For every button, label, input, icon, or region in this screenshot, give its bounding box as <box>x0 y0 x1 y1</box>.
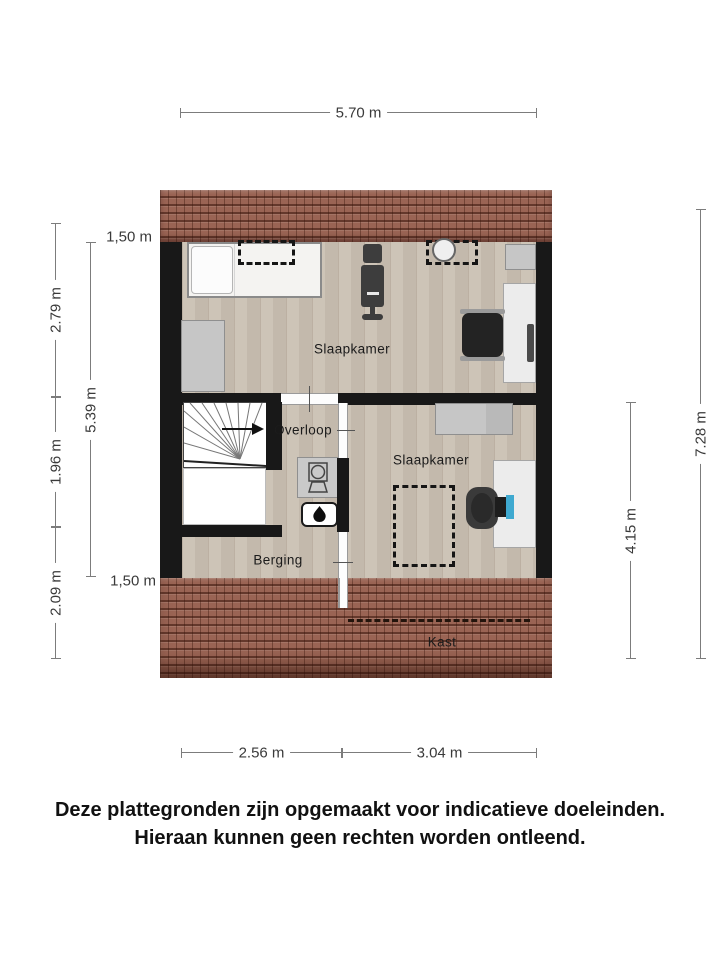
cabinet-bedroom2-shade <box>486 404 512 434</box>
staircase <box>183 402 267 468</box>
dimension-top-width-label: 5.70 m <box>330 105 388 122</box>
roof-strip-bottom <box>160 578 552 678</box>
boiler-unit <box>301 502 338 527</box>
disclaimer-line2: Hieraan kunnen geen rechten worden ontleend. <box>134 827 586 849</box>
stair-void <box>183 468 266 525</box>
cabinet-bedroom2 <box>435 403 513 435</box>
dimension-top-width <box>180 104 537 122</box>
dimension-left-inner <box>82 242 100 577</box>
dormer-outline-bedroom2 <box>393 485 455 567</box>
room-label-kast: Kast <box>427 634 457 650</box>
dimension-left-middle <box>47 397 65 527</box>
dimension-right-full-label: 7.28 m <box>693 404 710 464</box>
stairwell-wall-bottom <box>182 525 282 537</box>
dimension-bottom-left-label: 2.56 m <box>233 745 291 762</box>
mirror-top <box>363 244 382 263</box>
dimension-left-top-label: 2.79 m <box>48 280 65 340</box>
flame-icon <box>303 504 336 525</box>
wall-gap-roof <box>339 578 348 608</box>
dimension-right-inner <box>622 402 640 659</box>
dimension-left-top <box>47 223 65 397</box>
cabinet-bedroom1 <box>505 244 536 270</box>
monitor-stand <box>495 497 506 517</box>
wall-vertical-hall <box>337 458 349 532</box>
chair2-seat <box>471 493 493 523</box>
dimension-bottom-right-label: 3.04 m <box>411 745 469 762</box>
dimension-right-full <box>692 209 710 659</box>
door-marker-berging <box>333 562 353 563</box>
mirror-base <box>362 314 383 320</box>
disclaimer-text <box>0 796 720 852</box>
disclaimer-line1: Deze plattegronden zijn opgemaakt voor indicatieve doeleinden. <box>54 799 666 821</box>
floorplan <box>160 190 552 678</box>
washing-machine-icon <box>297 457 339 498</box>
bed-duvet-fold <box>234 244 235 296</box>
chair-seat <box>462 313 503 357</box>
wardrobe-bedroom1 <box>181 320 225 392</box>
dimension-bottom-right <box>342 744 537 762</box>
roof-bottom-height-label: 1,50 m <box>110 572 156 590</box>
room-label-overloop: Overloop <box>274 422 332 438</box>
desk-accessory <box>527 324 534 362</box>
dimension-left-bottom-label: 2.09 m <box>48 563 65 623</box>
roof-top-height-label: 1,50 m <box>106 228 152 246</box>
mirror-panel <box>361 265 384 307</box>
door-marker-overloop <box>337 430 355 431</box>
dormer-outline-bed <box>238 240 295 265</box>
dimension-bottom-left <box>181 744 342 762</box>
bed-pillow <box>191 246 233 294</box>
door-marker-bedroom1 <box>309 386 310 412</box>
roof-strip-top <box>160 190 552 242</box>
office-chair-bedroom1 <box>460 309 505 361</box>
dimension-left-middle-label: 1.96 m <box>48 432 65 492</box>
round-table <box>432 238 456 262</box>
wall-right <box>536 242 552 578</box>
wall-left <box>160 242 182 578</box>
mirror-handle <box>367 292 379 295</box>
monitor-screen <box>506 495 514 519</box>
dimension-left-bottom <box>47 527 65 659</box>
dimension-right-inner-label: 4.15 m <box>623 501 640 561</box>
mirror-stand <box>360 242 385 322</box>
room-label-slaapkamer2: Slaapkamer <box>392 452 470 468</box>
office-chair-bedroom2 <box>466 487 498 529</box>
kast-divider <box>348 619 530 622</box>
dimension-left-inner-label: 5.39 m <box>83 380 100 440</box>
staircase-treads <box>184 403 266 467</box>
room-label-berging: Berging <box>253 552 303 568</box>
room-label-slaapkamer1: Slaapkamer <box>313 341 391 357</box>
